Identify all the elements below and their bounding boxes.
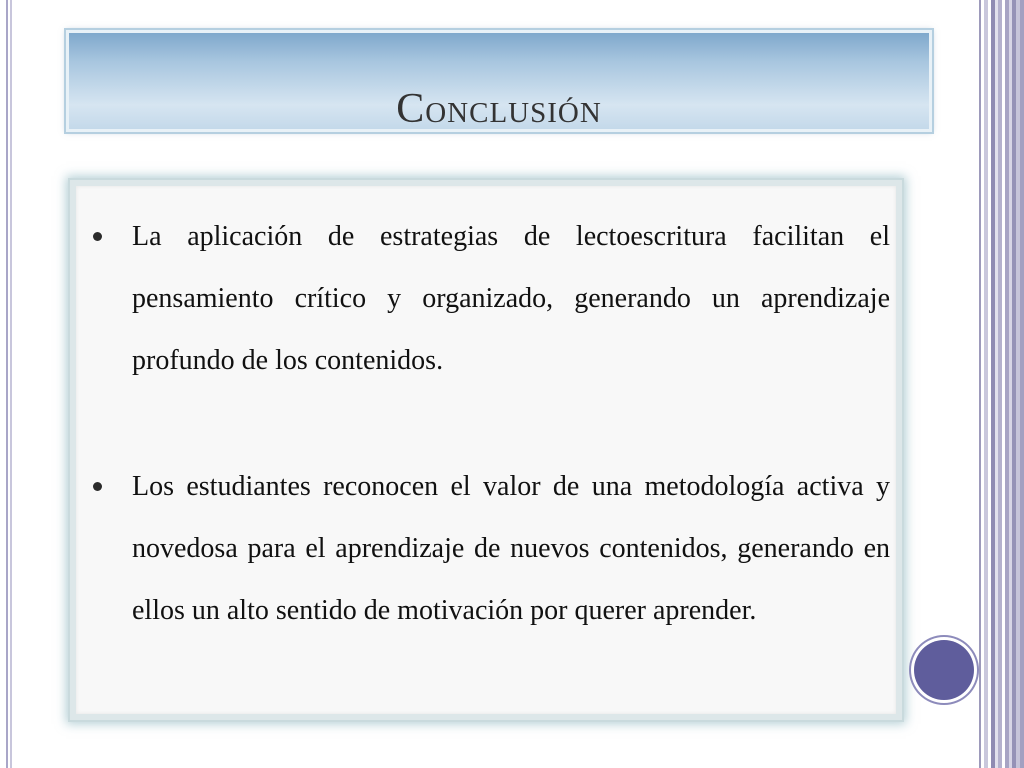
bullet-dot-icon xyxy=(93,232,102,241)
bullet-text: La aplicación de estrategias de lectoescritura facilitan el pensamiento crítico y organizado, generando un aprendizaje profundo de los contenidos. xyxy=(132,221,890,376)
bullet-item xyxy=(132,456,890,642)
left-decorative-line xyxy=(6,0,8,768)
bullet-dot-icon xyxy=(93,482,102,491)
bullet-text: Los estudiantes reconocen el valor de una metodología activa y novedosa para el aprendizaje de nuevos contenidos, generando en ellos un alto sentido de motivación por querer aprender. xyxy=(132,471,890,626)
bullet-item xyxy=(132,206,890,392)
slide-title: Conclusión xyxy=(396,86,602,132)
decorative-circle xyxy=(914,640,974,700)
right-decorative-stripes xyxy=(976,0,1024,768)
content-box xyxy=(70,180,902,720)
title-bar xyxy=(66,30,932,132)
left-decorative-line-inner xyxy=(10,0,12,768)
